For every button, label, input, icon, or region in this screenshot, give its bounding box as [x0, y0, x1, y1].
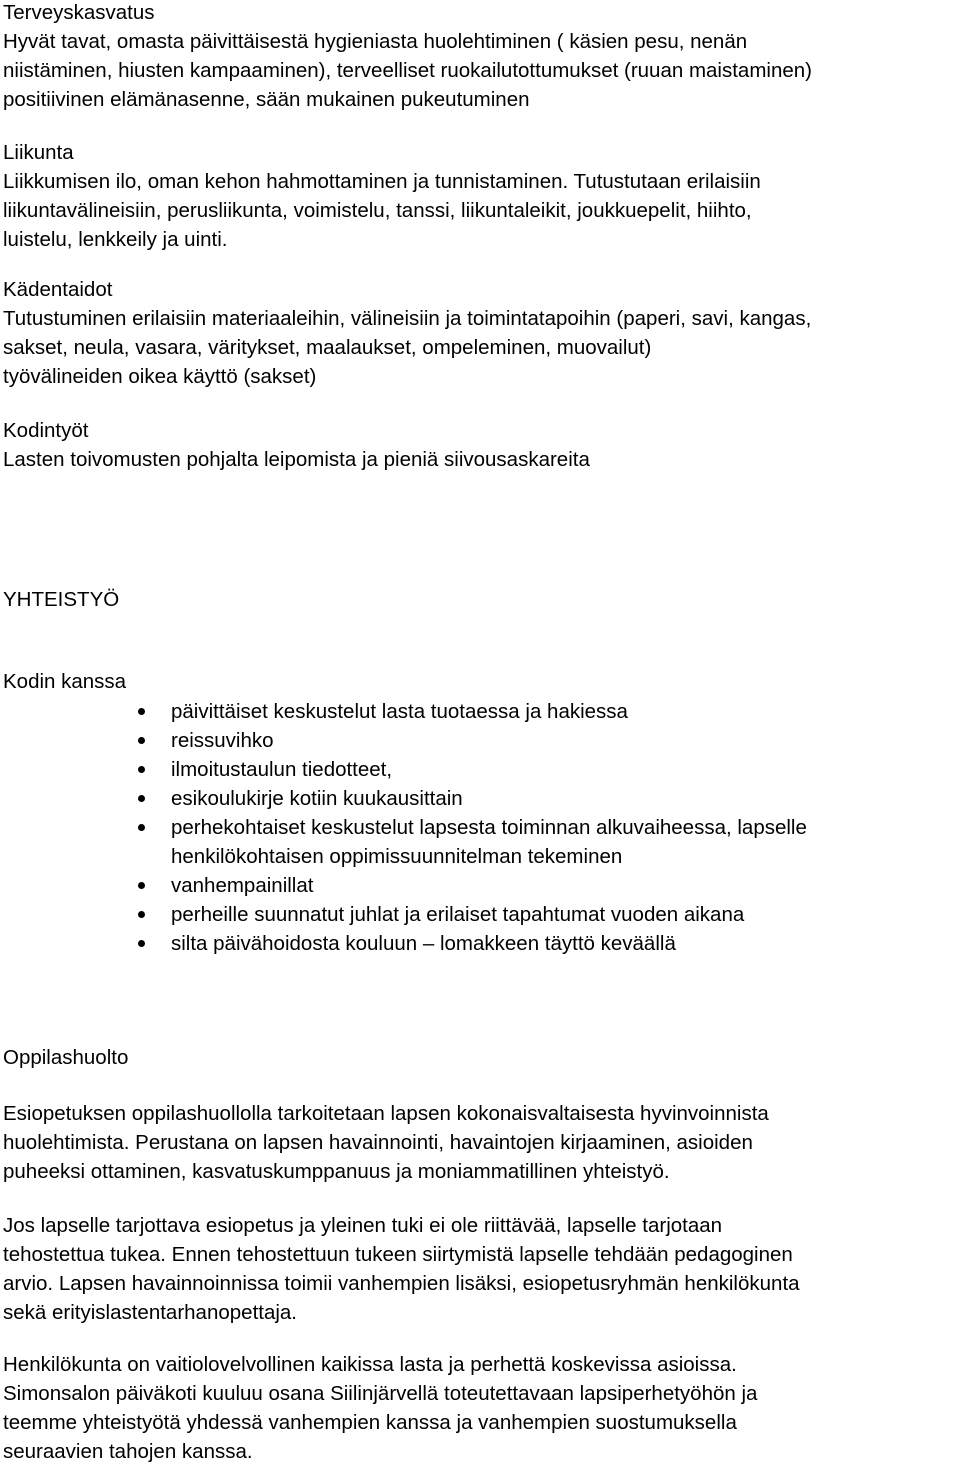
body-text-line: liikuntavälineisiin, perusliikunta, voimistelu, tanssi, liikuntaleikit, joukkuepelit, hiihto,	[3, 199, 752, 222]
section-heading: Kodin kanssa	[3, 670, 127, 693]
body-text-line: Esiopetuksen oppilashuollolla tarkoitetaan lapsen kokonaisvaltaisesta hyvinvoinnista	[3, 1102, 769, 1125]
section-heading: Kodintyöt	[3, 419, 89, 442]
paragraph	[3, 1099, 957, 1186]
body-text-line: seuraavien tahojen kanssa.	[3, 1440, 253, 1463]
list-item-text: perhekohtaiset keskustelut lapsesta toiminnan alkuvaiheessa, lapselle	[171, 816, 807, 839]
list-item-text: silta päivähoidosta kouluun – lomakkeen täyttö keväällä	[171, 932, 676, 955]
body-text-line: tehostettua tukea. Ennen tehostettuun tukeen siirtymistä lapselle tehdään pedagoginen	[3, 1243, 793, 1266]
body-text-line: puheeksi ottaminen, kasvatuskumppanuus ja moniammatillinen yhteistyö.	[3, 1160, 670, 1183]
body-text-line: Lasten toivomusten pohjalta leipomista ja pieniä siivousaskareita	[3, 448, 590, 471]
list-item	[3, 755, 957, 784]
body-text-line: positiivinen elämänasenne, sään mukainen pukeutuminen	[3, 88, 530, 111]
section-kodintyot	[3, 416, 957, 474]
section-heading: YHTEISTYÖ	[3, 588, 120, 611]
body-text-line: arvio. Lapsen havainnoinnissa toimii vanhempien lisäksi, esiopetusryhmän henkilökunta	[3, 1272, 800, 1295]
section-heading: Terveyskasvatus	[3, 1, 155, 24]
body-text-line: työvälineiden oikea käyttö (sakset)	[3, 365, 317, 388]
bullet-icon	[138, 766, 145, 773]
bullet-icon	[138, 940, 145, 947]
body-text-line: Hyvät tavat, omasta päivittäisestä hygieniasta huolehtiminen ( käsien pesu, nenän	[3, 30, 748, 53]
body-text-line: luistelu, lenkkeily ja uinti.	[3, 228, 228, 251]
body-text-line: Simonsalon päiväkoti kuuluu osana Siilinjärvellä toteutettavaan lapsiperhetyöhön ja	[3, 1382, 758, 1405]
body-text-line: Tutustuminen erilaisiin materiaaleihin, välineisiin ja toimintatapoihin (paperi, savi, kangas,	[3, 307, 812, 330]
body-text-line: sakset, neula, vasara, väritykset, maalaukset, ompeleminen, muovailut)	[3, 336, 652, 359]
bullet-icon	[138, 882, 145, 889]
section-kodin-kanssa	[3, 667, 957, 696]
section-terveyskasvatus	[3, 0, 957, 114]
bullet-list	[3, 697, 957, 958]
section-heading: Kädentaidot	[3, 278, 113, 301]
section-kadentaidot	[3, 275, 957, 391]
bullet-icon	[138, 911, 145, 918]
list-item	[3, 784, 957, 813]
list-item-text: perheille suunnatut juhlat ja erilaiset tapahtumat vuoden aikana	[171, 903, 745, 926]
body-text-line: Henkilökunta on vaitiolovelvollinen kaikissa lasta ja perhettä koskevissa asioissa.	[3, 1353, 737, 1376]
bullet-icon	[138, 795, 145, 802]
section-heading: Oppilashuolto	[3, 1046, 129, 1069]
body-text-line: teemme yhteistyötä yhdessä vanhempien kanssa ja vanhempien suostumuksella	[3, 1411, 737, 1434]
body-text-line: niistäminen, hiusten kampaaminen), terveelliset ruokailutottumukset (ruuan maistaminen)	[3, 59, 812, 82]
section-heading: Liikunta	[3, 141, 74, 164]
list-item-text-continuation: henkilökohtaisen oppimissuunnitelman tekeminen	[171, 845, 623, 868]
paragraph	[3, 1211, 957, 1327]
list-item	[3, 726, 957, 755]
list-item-text: ilmoitustaulun tiedotteet,	[171, 758, 393, 781]
list-item	[3, 929, 957, 958]
body-text-line: sekä erityislastentarhanopettaja.	[3, 1301, 298, 1324]
paragraph	[3, 1350, 957, 1466]
bullet-icon	[138, 824, 145, 831]
section-oppilashuolto	[3, 1043, 957, 1072]
list-item	[3, 871, 957, 900]
list-item	[3, 813, 957, 871]
body-text-line: Liikkumisen ilo, oman kehon hahmottaminen ja tunnistaminen. Tutustutaan erilaisiin	[3, 170, 761, 193]
bullet-icon	[138, 708, 145, 715]
list-item	[3, 697, 957, 726]
list-item-text: esikoulukirje kotiin kuukausittain	[171, 787, 463, 810]
list-item-text: vanhempainillat	[171, 874, 314, 897]
list-item-text: päivittäiset keskustelut lasta tuotaessa ja hakiessa	[171, 700, 628, 723]
section-yhteistyo	[3, 585, 957, 614]
list-item-text: reissuvihko	[171, 729, 274, 752]
list-item	[3, 900, 957, 929]
body-text-line: Jos lapselle tarjottava esiopetus ja yleinen tuki ei ole riittävää, lapselle tarjotaan	[3, 1214, 723, 1237]
section-liikunta	[3, 138, 957, 254]
body-text-line: huolehtimista. Perustana on lapsen havainnointi, havaintojen kirjaaminen, asioiden	[3, 1131, 753, 1154]
bullet-icon	[138, 737, 145, 744]
